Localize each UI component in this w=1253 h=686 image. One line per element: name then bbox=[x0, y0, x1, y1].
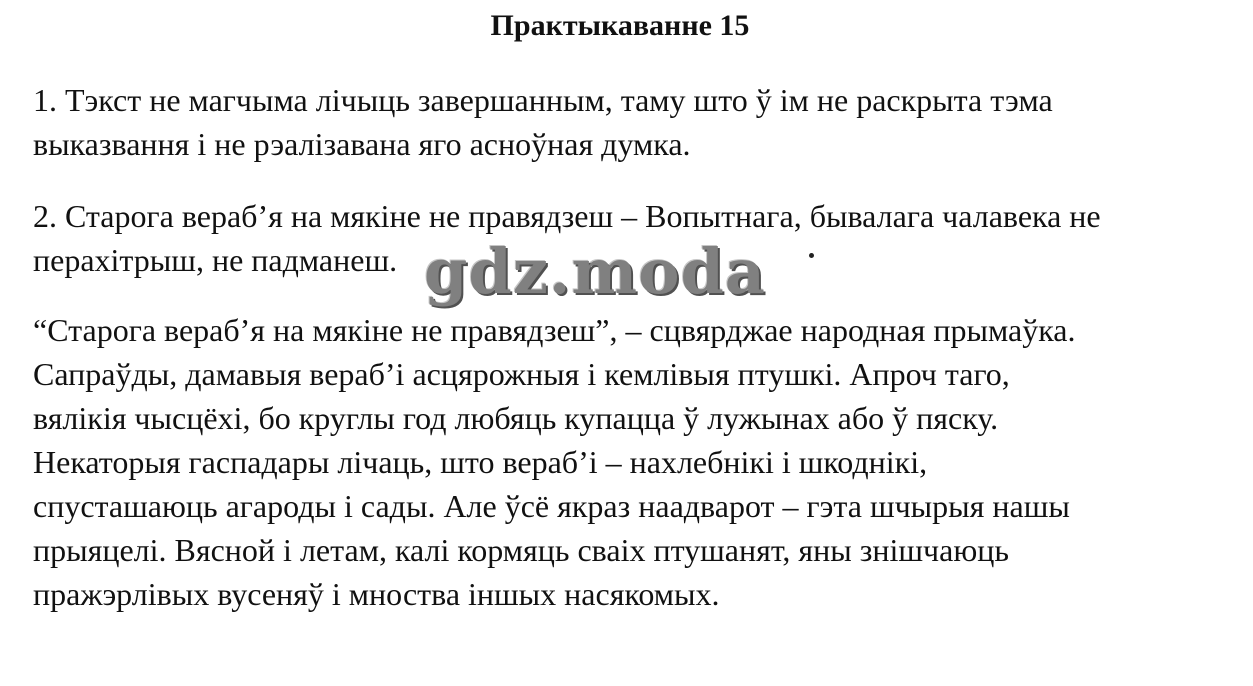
text-line: Сапраўды, дамавыя вераб’і асцярожныя і кемлівыя птушкі. Апроч таго, bbox=[33, 356, 1010, 392]
text-line: 1. Тэкст не магчыма лічыць завершанным, таму што ў ім не раскрыта тэма bbox=[33, 82, 1053, 118]
text-line: выказвання і не рэалізавана яго асноўная думка. bbox=[33, 126, 691, 162]
page-title: Практыкаванне 15 bbox=[490, 9, 750, 42]
text-line: Некаторыя гаспадары лічаць, што вераб’і – нахлебнікі і шкоднікі, bbox=[33, 444, 928, 480]
paragraph-answer-1 bbox=[33, 78, 1233, 166]
text-line: прыяцелі. Вясной і летам, калі кормяць сваіх птушанят, яны знішчаюць bbox=[33, 532, 1009, 568]
watermark-logo: gdz.moda bbox=[424, 235, 766, 308]
text-line: 2. Старога вераб’я на мякіне не правядзеш – Вопытнага, бывалага чалавека не bbox=[33, 198, 1101, 234]
text-line: вялікія чысцёхі, бо круглы год любяць купацца ў лужынах або ў пяску. bbox=[33, 400, 999, 436]
text-line: “Старога вераб’я на мякіне не правядзеш”, – сцвярджае народная прымаўка. bbox=[33, 312, 1076, 348]
text-line: перахітрыш, не падманеш. bbox=[33, 242, 398, 278]
text-line: пражэрлівых вусеняў і мноства іншых насякомых. bbox=[33, 576, 720, 612]
stray-dot bbox=[809, 253, 814, 258]
text-line: спусташаюць агароды і сады. Але ўсё якраз наадварот – гэта шчырыя нашы bbox=[33, 488, 1070, 524]
paragraph-essay bbox=[33, 308, 1233, 616]
